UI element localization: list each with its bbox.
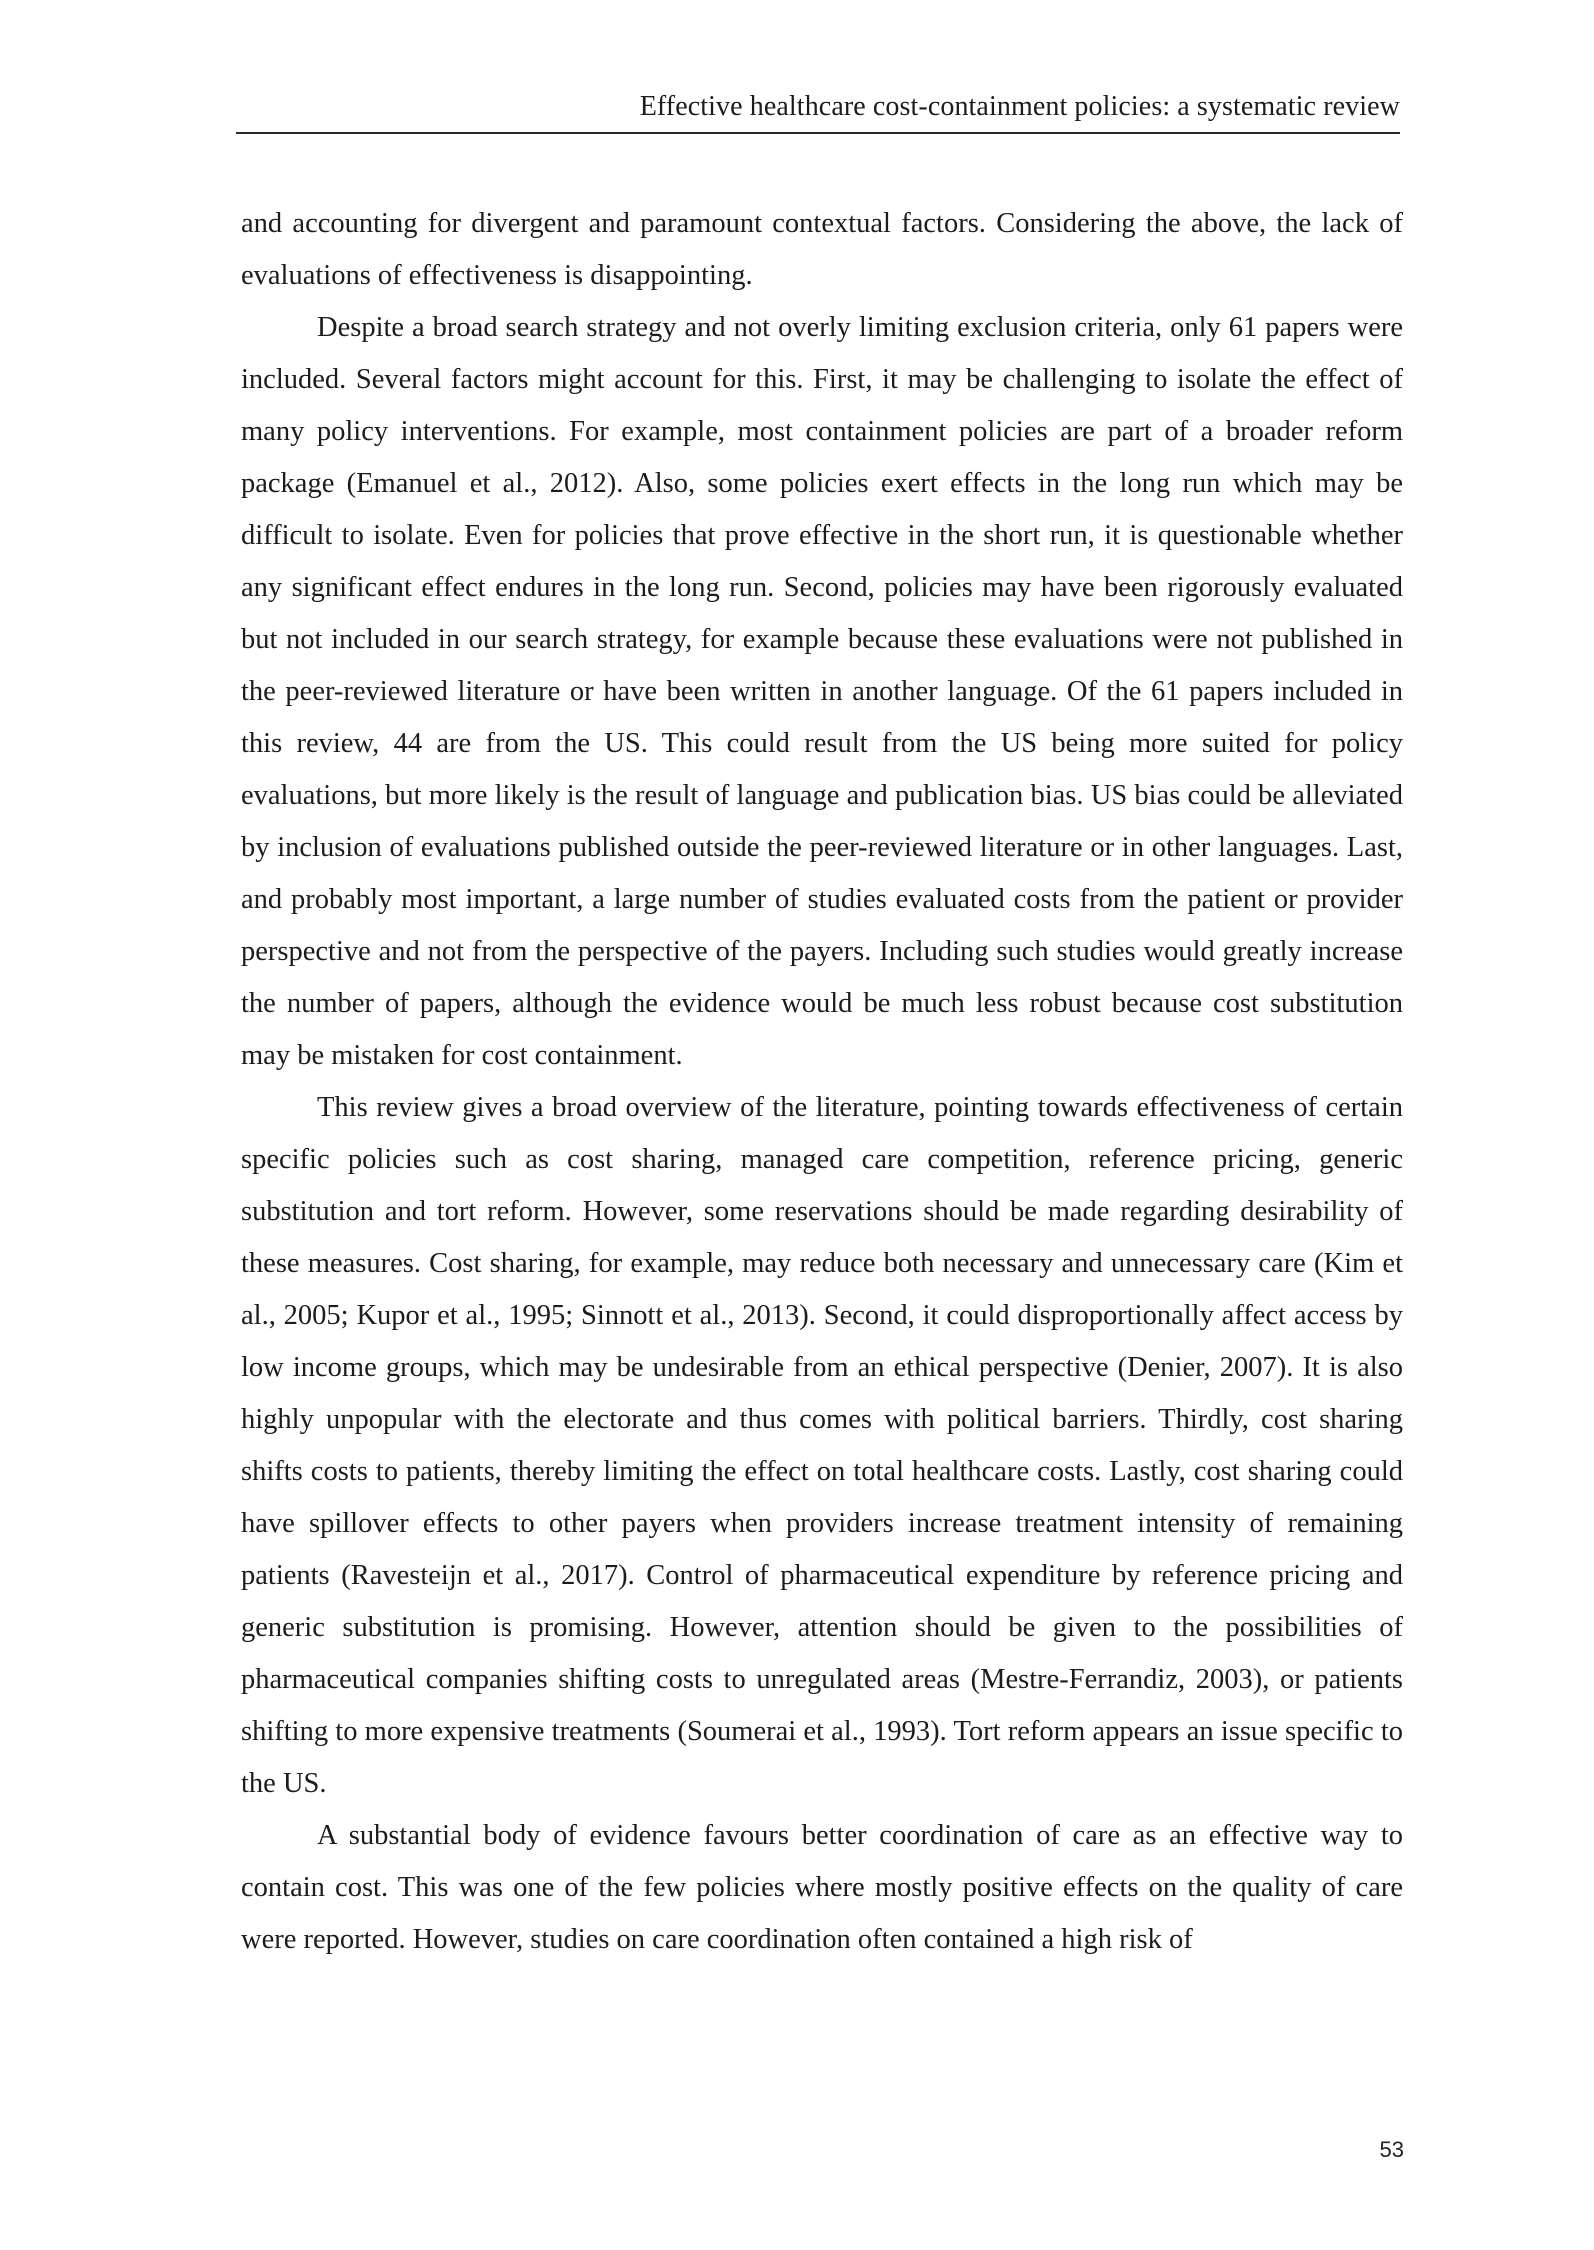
paragraph-care-coordination: A substantial body of evidence favours better coordination of care as an effective way to contain cost. This was one of the few policies where mostly positive effects on the quality of care were reported. However, studies on care coordination often contained a high risk of xyxy=(241,1820,1403,1955)
paragraph-continuation: and accounting for divergent and paramount contextual factors. Considering the above, the lack of evaluations of effectiveness is disappointing. xyxy=(241,208,1403,291)
paragraph-search-strategy: Despite a broad search strategy and not overly limiting exclusion criteria, only 61 papers were included. Several factors might account for this. First, it may be challenging to isolate the effect of many policy interventions. For example, most containment policies are part of a broader reform package (Emanuel et al., 2012). Also, some policies exert effects in the long run which may be difficult to isolate. Even for policies that prove effective in the short run, it is questionable whether any significant effect endures in the long run. Second, policies may have been rigorously evaluated but not included in our search strategy, for example because these evaluations were not published in the peer-reviewed literature or have been written in another language. Of the 61 papers included in this review, 44 are from the US. This could result from the US being more suited for policy evaluations, but more likely is the result of language and publication bias. US bias could be alleviated by inclusion of evaluations published outside the peer-reviewed literature or in other languages. Last, and probably most important, a large number of studies evaluated costs from the patient or provider perspective and not from the perspective of the payers. Including such studies would greatly increase the number of papers, although the evidence would be much less robust because cost substitution may be mistaken for cost containment. xyxy=(241,312,1403,1071)
paragraph-overview: This review gives a broad overview of the literature, pointing towards effectiveness of certain specific policies such as cost sharing, managed care competition, reference pricing, generic substitution and tort reform. However, some reservations should be made regarding desirability of these measures. Cost sharing, for example, may reduce both necessary and unnecessary care (Kim et al., 2005; Kupor et al., 1995; Sinnott et al., 2013). Second, it could disproportionally affect access by low income groups, which may be undesirable from an ethical perspective (Denier, 2007). It is also highly unpopular with the electorate and thus comes with political barriers. Thirdly, cost sharing shifts costs to patients, thereby limiting the effect on total healthcare costs. Lastly, cost sharing could have spillover effects to other payers when providers increase treatment intensity of remaining patients (Ravesteijn et al., 2017). Control of pharmaceutical expenditure by reference pricing and generic substitution is promising. However, attention should be given to the possibilities of pharmaceutical companies shifting costs to unregulated areas (Mestre-Ferrandiz, 2003), or patients shifting to more expensive treatments (Soumerai et al., 1993). Tort reform appears an issue specific to the US. xyxy=(241,1092,1403,1799)
running-header xyxy=(236,90,1400,134)
page-number: 53 xyxy=(1379,2137,1404,2162)
running-header-title: Effective healthcare cost-containment policies: a systematic review xyxy=(639,91,1400,122)
body-text xyxy=(241,198,1403,1966)
